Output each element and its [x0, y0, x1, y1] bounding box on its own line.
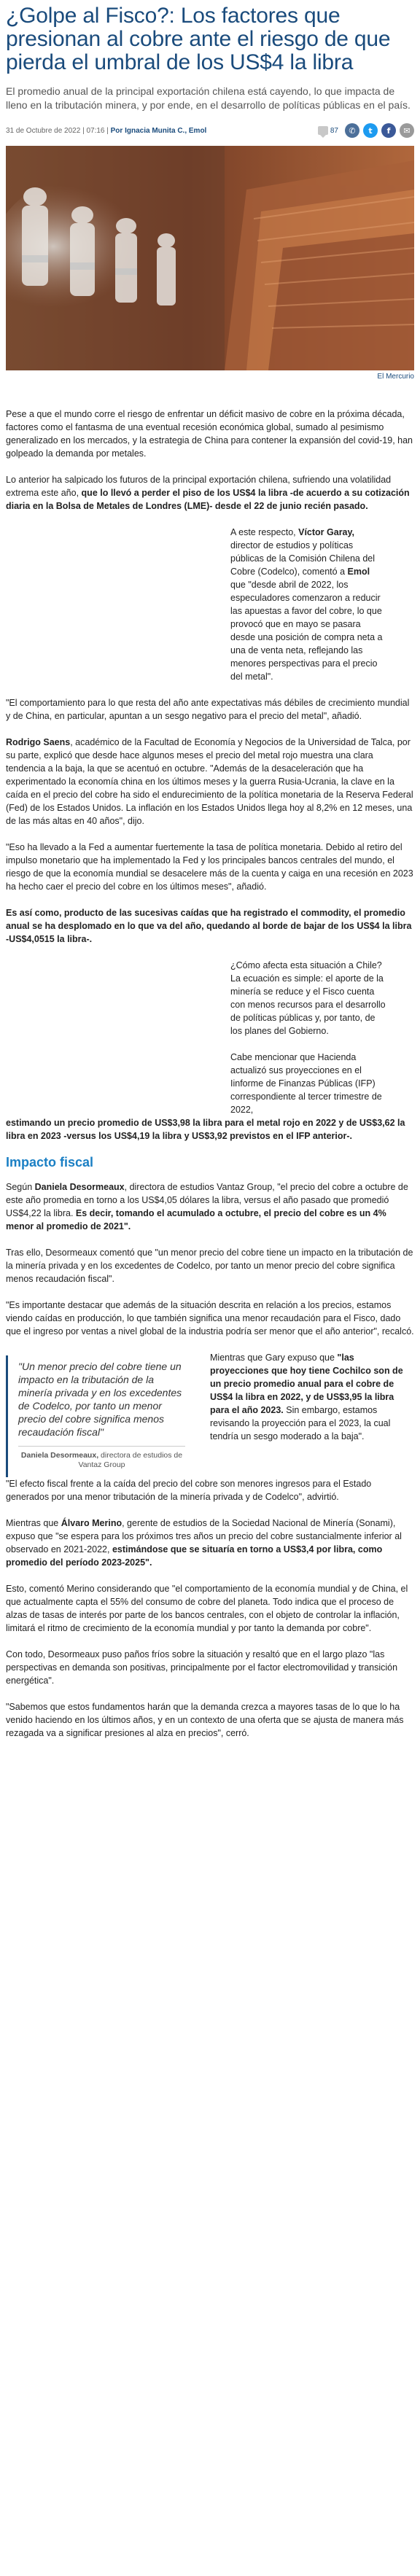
- comment-count: 87: [330, 126, 338, 135]
- paragraph-bold: que lo llevó a perder el piso de los US$4 la libra -de acuerdo a su cotización diaria en la Bolsa de Metales de Londres (LME)- desde el 22 de junio recién pasado.: [6, 488, 410, 511]
- paragraph-text: , académico de la Facultad de Economía y Negocios de la Universidad de Talca, por su parte, explicó que desde hace algunos meses el precio del metal rojo muestra una clara tendencia a la baja, la que se acentuó en octubre. "Además de la desaceleración que ha experimentado la economía china en los últimos meses y la guerra Rusia-Ucrania, la clave en la caída en el precio del cobre ha sido el endurecimiento de la política monetaria de la Reserva Federal (Fed) de los Estados Unidos. La inflación en los Estados Unidos llega hoy al 8,2% en 12 meses, una de las más altas en 40 años", dijo.: [6, 737, 413, 826]
- paragraph: ¿Cómo afecta esta situación a Chile? La ecuación es simple: el aporte de la minería se reduce y el Fisco cuenta con menos recursos para el desarrollo de políticas públicas y, por tanto, de los planes del Gobierno.: [230, 960, 386, 1036]
- pull-quote-name: Daniela Desormeaux,: [20, 1451, 99, 1460]
- paragraph-bold: Emol: [347, 567, 370, 577]
- paragraph: [6, 1517, 414, 1569]
- pull-quote-attribution: [18, 1451, 185, 1470]
- paragraph-text: Sin embargo, estamos revisando la proyección para el 2023, la cual tendría un sesgo moderado a la baja".: [210, 1405, 391, 1441]
- facebook-icon[interactable]: f: [381, 123, 396, 138]
- paragraph: "Eso ha llevado a la Fed a aumentar fuertemente la tasa de política monetaria. Debido al retiro del impulso monetario que ha implementado la Fed y los principales bancos centrales del mundo, el riesgo de que la economía mundial se desacelere más de la cuenta y caiga en una recesión en 2023 ha hecho caer el precio del cobre en los últimos meses", añadió.: [6, 842, 413, 892]
- paragraph: "Sabemos que estos fundamentos harán que la demanda crezca a mayores tasas de lo que lo ha venido haciendo en los últimos años, y en un contexto de una oferta que se ajusta de manera más rezagada va a significar presiones al alza en precios", cerró.: [6, 1702, 404, 1738]
- byline-row: [6, 121, 414, 140]
- paragraph-bold: Es así como, producto de las sucesivas caídas que ha registrado el commodity, el promedio anual se ha desplomado en lo que va del año, quedando al borde de bajar de los US$4 la libra -US$4,0515 la libra-.: [6, 908, 412, 944]
- paragraph: Tras ello, Desormeaux comentó que "un menor precio del cobre tiene un impacto en la tributación de la minería privada y en los excedentes de Codelco, por tanto un menor precio del cobre significa menos recaudación fiscal".: [6, 1248, 413, 1284]
- paragraph-bold: Álvaro Merino: [61, 1518, 122, 1528]
- headline: ¿Golpe al Fisco?: Los factores que presionan al cobre ante el riesgo de que pierda el umbral de los US$4 la libra: [6, 4, 391, 74]
- paragraph: Cabe mencionar que Hacienda actualizó sus proyecciones en el Iinforme de Finanzas Públicas (IFP) correspondiente al tercer trimestre de 2022,: [230, 1052, 382, 1115]
- author-link[interactable]: Ignacia Munita C., Emol: [125, 126, 207, 135]
- email-icon[interactable]: ✉: [400, 123, 414, 138]
- paragraph: [230, 526, 386, 683]
- twitter-icon[interactable]: t: [363, 123, 378, 138]
- paragraph: [6, 1116, 414, 1143]
- paragraph-text: Lo anterior ha salpicado los futuros de la principal exportación chilena, sufriendo una volatilidad extrema este año,: [6, 475, 392, 498]
- pull-quote-role: directora de estudios de Vantaz Group: [78, 1451, 183, 1469]
- paragraph-text: que "desde abril de 2022, los especuladores comenzaron a reducir las apuestas a favor del cobre, lo que provocó que en mayo se pasara desde una posición de compra neta a una de venta neta, reflejando las menores perspectivas para el precio del metal".: [230, 580, 383, 682]
- byline-prefix: Por: [110, 126, 123, 135]
- paragraph: [6, 906, 414, 946]
- comments-link[interactable]: [318, 126, 338, 135]
- paragraph-text: director de estudios y políticas públicas de la Comisión Chilena del Cobre (Codelco), comentó a: [230, 540, 376, 577]
- pull-quote-text: "Un menor precio del cobre tiene un impacto en la tributación de la minería privada y en los excedentes de Codelco, por tanto un menor precio del cobre significa menos recaudación fiscal": [18, 1361, 182, 1438]
- paragraph-text: , gerente de estudios de la Sociedad Nacional de Minería (Sonami), expuso que "se espera para los próximos tres años un precio del cobre sustancialmente inferior al observado en 2021-2022,: [6, 1518, 402, 1554]
- paragraph: Esto, comentó Merino considerando que "el comportamiento de la economía mundial y de China, el que actualmente capta el 55% del consumo de cobre del planeta. Todo indica que el proceso de alzas de tasas de interés por parte de los bancos centrales, con el objeto de controlar la inflación, limitará el ritmo de crecimiento de la economía mundial y por tanto la demanda por cobre".: [6, 1584, 408, 1633]
- paragraph: Con todo, Desormeaux puso paños fríos sobre la situación y resaltó que en el largo plazo "las perspectivas en demanda son positivas, principalmente por el factor electromovilidad y transición energética".: [6, 1649, 398, 1686]
- hero-photo[interactable]: [6, 146, 414, 370]
- paragraph-bold: Daniela Desormeaux: [34, 1182, 125, 1192]
- paragraph: "Es importante destacar que además de la situación descrita en relación a los precios, estamos viendo caídas en producción, lo que también significa una menor recaudación para el Fisco, dado que el ingreso por ventas a nivel global de la industria podría ser menor que el año anterior", recalcó.: [6, 1300, 414, 1336]
- paragraph: [6, 1180, 414, 1233]
- paragraph-text: Mientras que: [6, 1518, 59, 1528]
- paragraph-bold: estimándose que se situaría en torno a US$3,4 por libra, como promedio del período 2023-2025".: [6, 1544, 383, 1568]
- paragraph-bold: Es decir, tomando el acumulado a octubre, el precio del cobre es un 4% menor al promedio de 2021".: [6, 1208, 386, 1231]
- whatsapp-icon[interactable]: ✆: [345, 123, 359, 138]
- paragraph: "El efecto fiscal frente a la caída del precio del cobre son menores ingresos para el Estado generados por una menor tributación de la minería privada y de Codelco", advirtió.: [6, 1479, 372, 1502]
- paragraph-text: A este respecto,: [230, 527, 296, 537]
- pull-quote-divider: [18, 1446, 185, 1447]
- paragraph-text: Según: [6, 1182, 33, 1192]
- paragraph-bold: estimando un precio promedio de US$3,98 la libra para el metal rojo en 2022 y de US$3,62 la libra en 2023 -versus los US$4,19 la libra y US$3,92 previstos en el IFP anterior-.: [6, 1118, 405, 1141]
- article-body: [6, 408, 414, 1740]
- section-heading: Impacto fiscal: [6, 1155, 94, 1170]
- paragraph-bold: "las proyecciones que hoy tiene Cochilco son de un precio promedio anual para el cobre de US$4 la libra en 2022, y de US$3,95 la libra para el año 2023.: [210, 1353, 403, 1415]
- byline: [6, 127, 206, 135]
- paragraph: [6, 473, 414, 513]
- paragraph: Pese a que el mundo corre el riesgo de enfrentar un déficit masivo de cobre en la próxima década, factores como el fantasma de una eventual recesión económica global, sumado al pesimismo generalizado en los mercados, y la estrategia de China para contener la expansión del covid-19, han golpeado la demanda por metales.: [6, 409, 413, 459]
- paragraph: [6, 736, 414, 828]
- paragraph: "El comportamiento para lo que resta del año ante expectativas más débiles de crecimiento mundial y de China, en particular, apuntan a un sesgo negativo para el precio del metal", añadió.: [6, 698, 410, 721]
- publish-date: 31 de Octubre de 2022 | 07:16 |: [6, 126, 109, 135]
- comment-icon: [318, 126, 328, 135]
- mine-workers-photo: [6, 146, 414, 370]
- float-column: [230, 526, 386, 696]
- paragraph-bold: Rodrigo Saens: [6, 737, 71, 747]
- paragraph-text: , directora de estudios Vantaz Group, "el precio del cobre a octubre de este año promedia en torno a los US$4,05 dólares la libra, versus el año pasado que promedió US$4,22 la libra.: [6, 1182, 408, 1218]
- lede: El promedio anual de la principal exportación chilena está cayendo, lo que impacta de lleno en la tributación minera, y por ende, en el desarrollo de políticas públicas en el país.: [6, 85, 411, 111]
- share-bar: [318, 123, 414, 138]
- pull-quote: [6, 1355, 194, 1477]
- paragraph-text: Mientras que Gary expuso que: [210, 1353, 335, 1363]
- float-column: [230, 959, 386, 1116]
- photo-credit: El Mercurio: [377, 373, 414, 381]
- paragraph-bold: Víctor Garay,: [298, 527, 355, 537]
